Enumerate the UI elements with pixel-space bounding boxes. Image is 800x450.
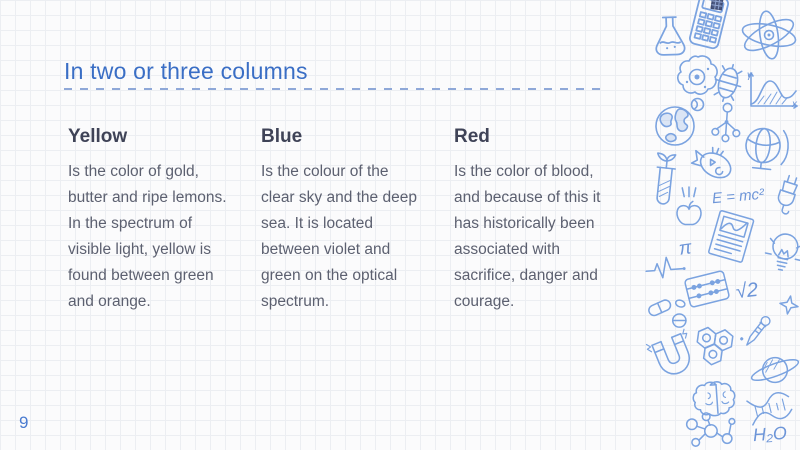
- apple-icon: [674, 186, 704, 238]
- fish-icon: [684, 136, 743, 190]
- notebook-icon: [698, 203, 769, 271]
- globe-icon: [739, 118, 794, 175]
- x-label-doodle-text: x: [792, 99, 797, 110]
- bulb-icon: [759, 224, 800, 281]
- column-yellow: [68, 126, 230, 315]
- magnet-icon: [642, 327, 709, 396]
- benzene-icon: [689, 321, 743, 371]
- microbe-icon: [707, 58, 749, 107]
- sqrt2-doodle-text: √2: [734, 278, 760, 304]
- e-mc2-doodle-text: E = mc²: [711, 185, 765, 208]
- brain-icon: [687, 376, 748, 422]
- plug-icon: [766, 170, 800, 219]
- column-heading-red: Red: [454, 126, 490, 147]
- abacus-icon: [681, 267, 734, 311]
- dropper-icon: [733, 307, 781, 357]
- page-number: 9: [19, 413, 29, 432]
- column-body-red: Is the color of blood, and because of this it has historically been associated with sacrifice, danger and courage.: [454, 163, 601, 310]
- earth-icon: [652, 103, 698, 149]
- column-red: [454, 126, 616, 315]
- saturn-icon: [745, 346, 800, 393]
- dashed-divider: [64, 88, 607, 90]
- h2o-doodle-text: H₂O: [752, 422, 788, 446]
- column-heading-blue: Blue: [261, 126, 303, 147]
- chart-icon: [744, 70, 800, 112]
- column-blue: [261, 126, 423, 315]
- atom-icon: [735, 6, 800, 64]
- column-body-blue: Is the colour of the clear sky and the deep sea. It is located between violet and green on the optical spectrum.: [261, 163, 417, 310]
- dna-icon: [743, 387, 797, 430]
- pills-icon: [646, 296, 690, 330]
- gamma-doodle-text: γ: [747, 70, 752, 81]
- calculator-icon: [680, 0, 739, 55]
- testtube-plant-icon: [647, 151, 683, 210]
- star-icon: [776, 292, 800, 317]
- flask-icon: [647, 13, 693, 59]
- column-body-yellow: Is the color of gold, butter and ripe lemons. In the spectrum of visible light, yellow is found between green and orange.: [68, 163, 227, 310]
- columns: [68, 126, 616, 315]
- cell-icon: [674, 54, 722, 100]
- hatch-square-icon: [710, 0, 724, 11]
- slide-title: In two or three columns: [64, 58, 308, 84]
- column-heading-yellow: Yellow: [68, 126, 128, 147]
- molecule-icon: [709, 100, 745, 146]
- pulse-icon: [643, 253, 687, 284]
- moon-icon: [690, 97, 705, 112]
- pi-doodle-text: π: [677, 237, 694, 260]
- molecule-2-icon: [682, 410, 738, 450]
